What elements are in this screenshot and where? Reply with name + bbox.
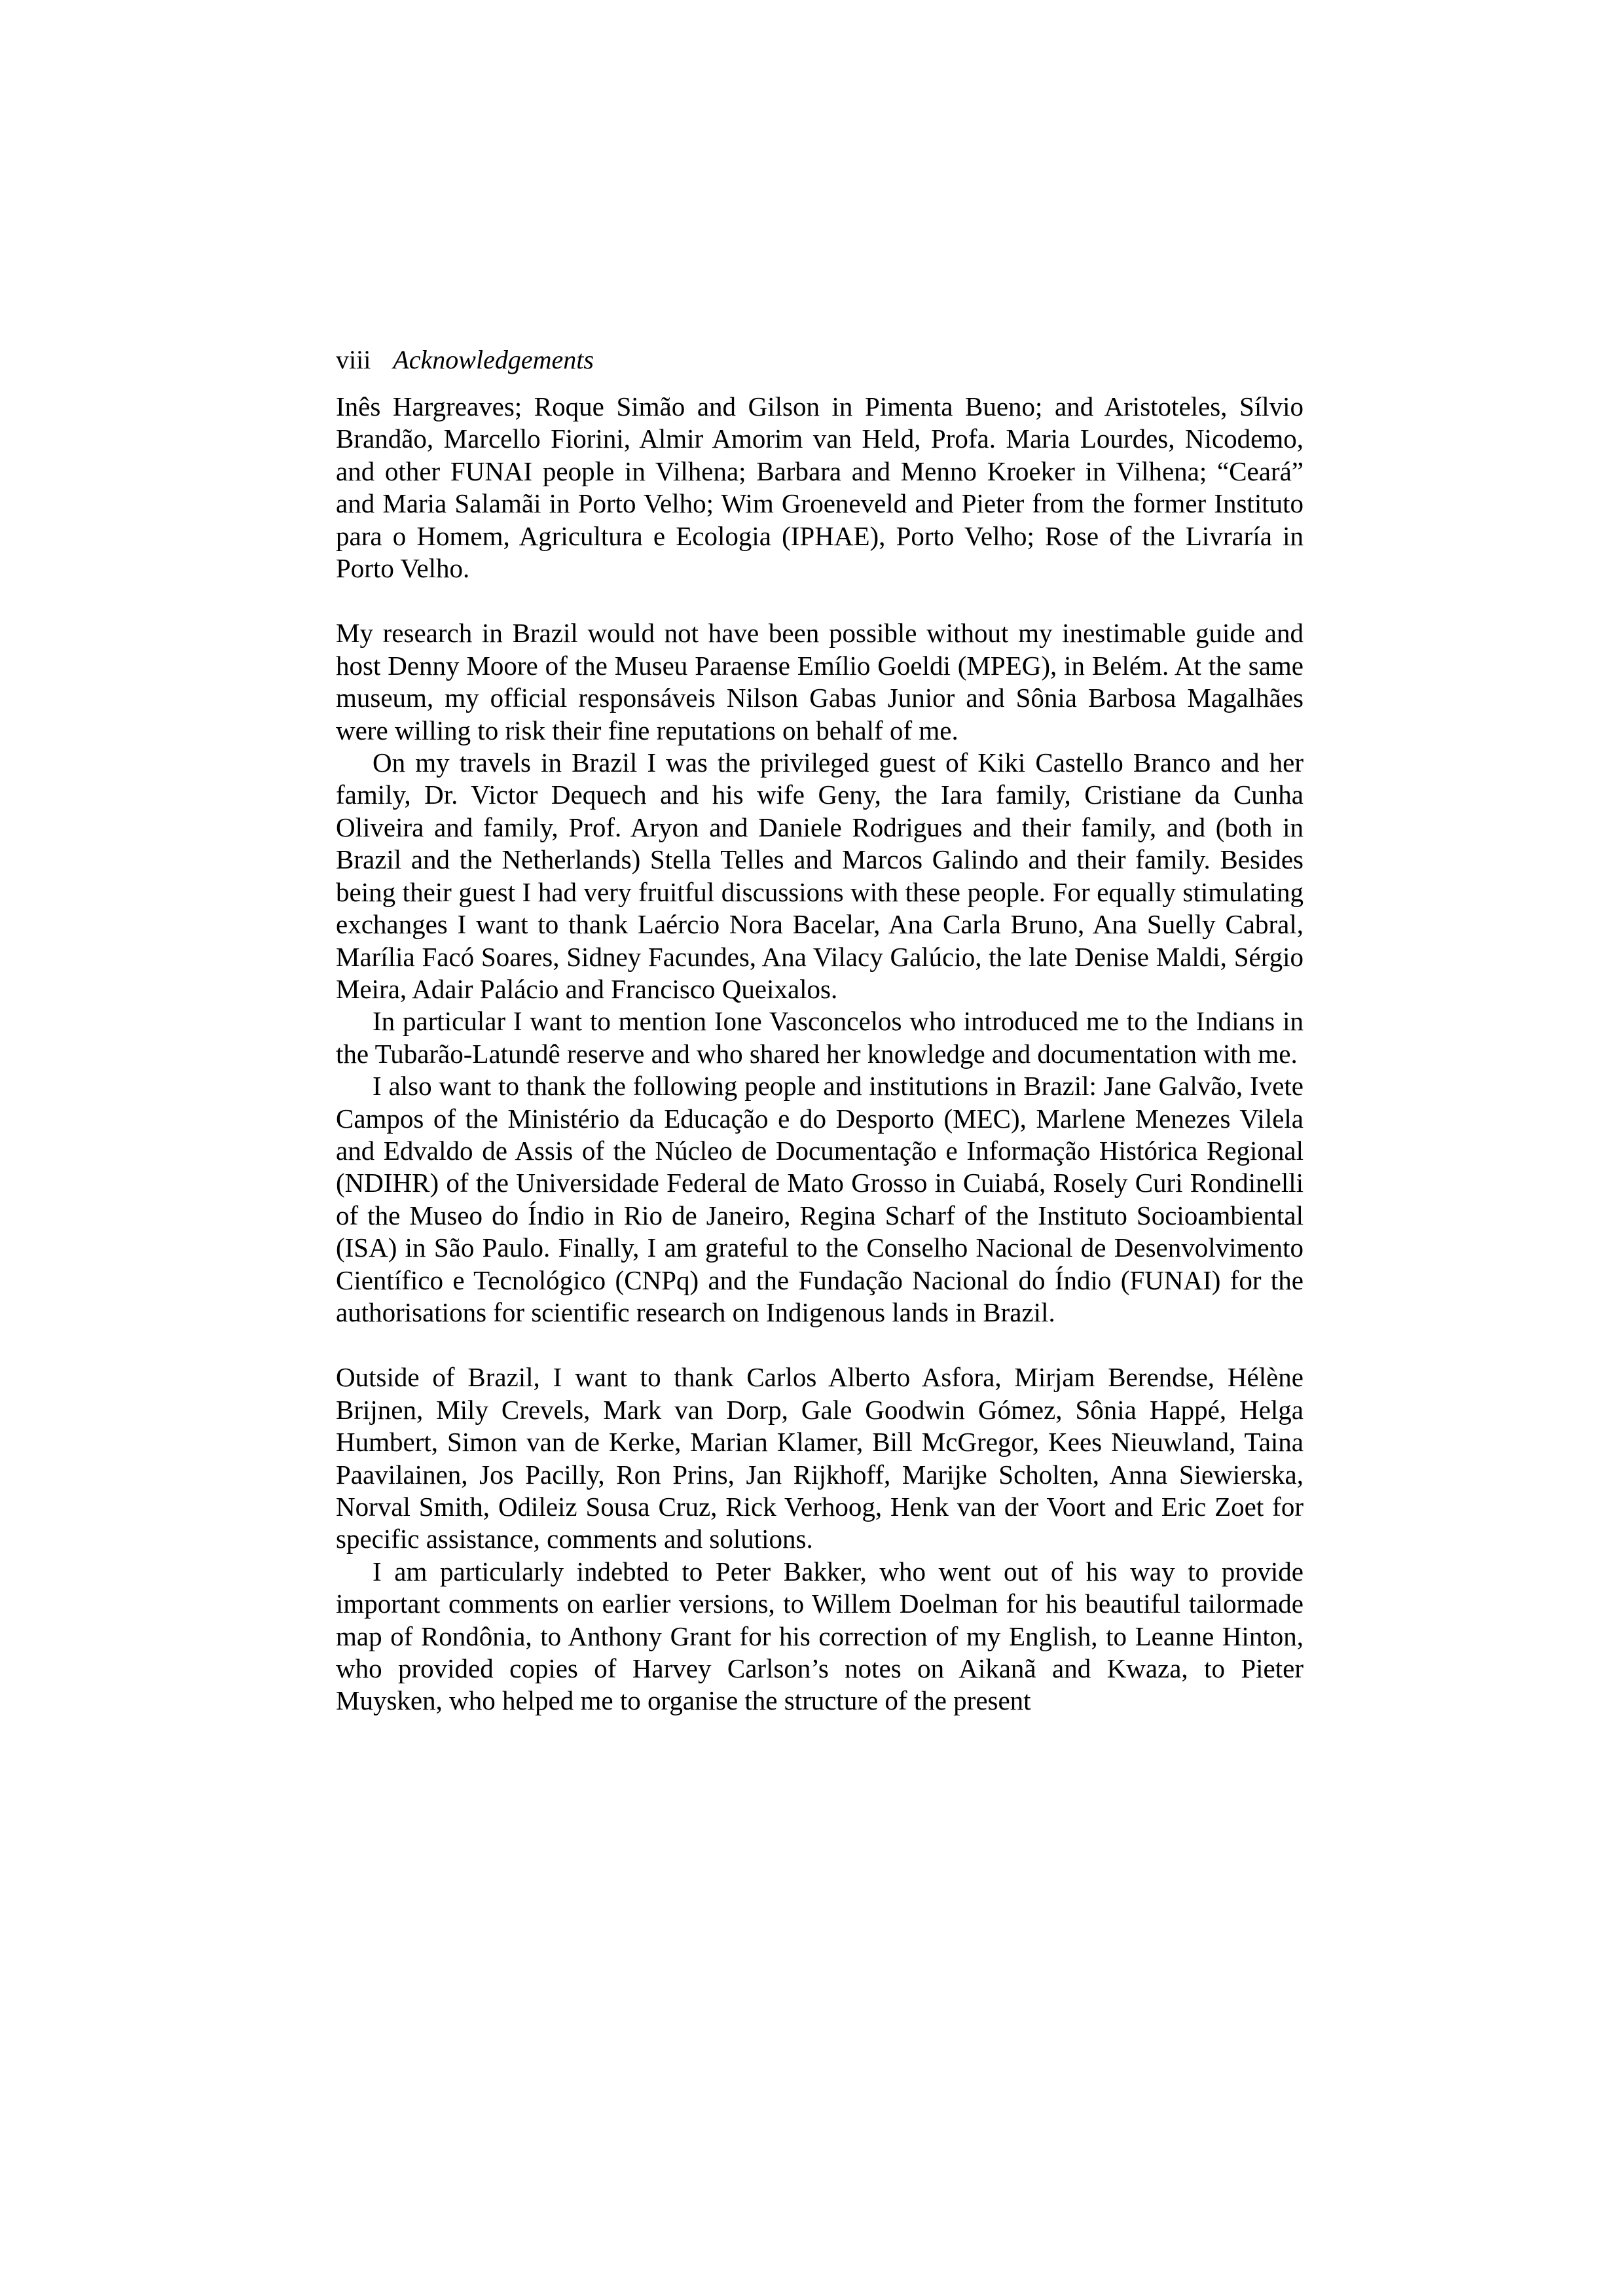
paragraph-research-brazil: My research in Brazil would not have been possible without my inestimable guide and host Denny Moore of the Museu Paraense Emílio Goeldi (MPEG), in Belém. At the same museum, my official responsáveis Nilson Gabas Junior and Sônia Barbosa Magalhães were willing to risk their fine reputations on behalf of me. (336, 618, 1304, 745)
page-content (336, 344, 1304, 1717)
paragraph-travels: On my travels in Brazil I was the privileged guest of Kiki Castello Branco and her family, Dr. Victor Dequech and his wife Geny, the Iara family, Cristiane da Cunha Oliveira and family, Prof. Aryon and Daniele Rodrigues and their family, and (both in Brazil and the Netherlands) Stella Telles and Marcos Galindo and their family. Besides being their guest I had very fruitful discussions with these people. For equally stimulating exchanges I want to thank Laércio Nora Bacelar, Ana Carla Bruno, Ana Suelly Cabral, Marília Facó Soares, Sidney Facundes, Ana Vilacy Galúcio, the late Denise Maldi, Sérgio Meira, Adair Palácio and Francisco Queixalos. (336, 747, 1304, 1004)
paragraph-indebted: I am particularly indebted to Peter Bakker, who went out of his way to provide important comments on earlier versions, to Willem Doelman for his beautiful tailormade map of Rondônia, to Anthony Grant for his correction of my English, to Leanne Hinton, who provided copies of Harvey Carlson’s notes on Aikanã and Kwaza, to Pieter Muysken, who helped me to organise the structure of the present (336, 1556, 1304, 1716)
paragraph-continued: Inês Hargreaves; Roque Simão and Gilson in Pimenta Bueno; and Aristoteles, Sílvio Brandão, Marcello Fiorini, Almir Amorim van Held, Profa. Maria Lourdes, Nicodemo, and other FUNAI people in Vilhena; Barbara and Menno Kroeker in Vilhena; “Ceará” and Maria Salamãi in Porto Velho; Wim Groeneveld and Pieter from the former Instituto para o Homem, Agricultura e Ecologia (IPHAE), Porto Velho; Rose of the Livraría in Porto Velho. (336, 391, 1304, 584)
running-head-title: Acknowledgements (393, 345, 594, 374)
running-head (336, 344, 1304, 376)
paragraph-outside-brazil: Outside of Brazil, I want to thank Carlos Alberto Asfora, Mirjam Berendse, Hélène Brijnen, Mily Crevels, Mark van Dorp, Gale Goodwin Gómez, Sônia Happé, Helga Humbert, Simon van de Kerke, Marian Klamer, Bill McGregor, Kees Nieuwland, Taina Paavilainen, Jos Pacilly, Ron Prins, Jan Rijkhoff, Marijke Scholten, Anna Siewierska, Norval Smith, Odileiz Sousa Cruz, Rick Verhoog, Henk van der Voort and Eric Zoet for specific assistance, comments and solutions. (336, 1362, 1304, 1554)
paragraph-ione-vasconcelos: In particular I want to mention Ione Vasconcelos who introduced me to the Indians in the Tubarão-Latundê reserve and who shared her knowledge and documentation with me. (336, 1006, 1304, 1069)
body-text (336, 391, 1304, 1717)
paragraph-institutions-brazil: I also want to thank the following people and institutions in Brazil: Jane Galvão, Ivete Campos of the Ministério da Educação e do Desporto (MEC), Marlene Menezes Vilela and Edvaldo de Assis of the Núcleo de Documentação e Informação Histórica Regional (NDIHR) of the Universidade Federal de Mato Grosso in Cuiabá, Rosely Curi Rondinelli of the Museo do Índio in Rio de Janeiro, Regina Scharf of the Instituto Socioambiental (ISA) in São Paulo. Finally, I am grateful to the Conselho Nacional de Desenvolvimento Científico e Tecnológico (CNPq) and the Fundação Nacional do Índio (FUNAI) for the authorisations for scientific research on Indigenous lands in Brazil. (336, 1071, 1304, 1327)
page-number: viii (336, 345, 371, 374)
